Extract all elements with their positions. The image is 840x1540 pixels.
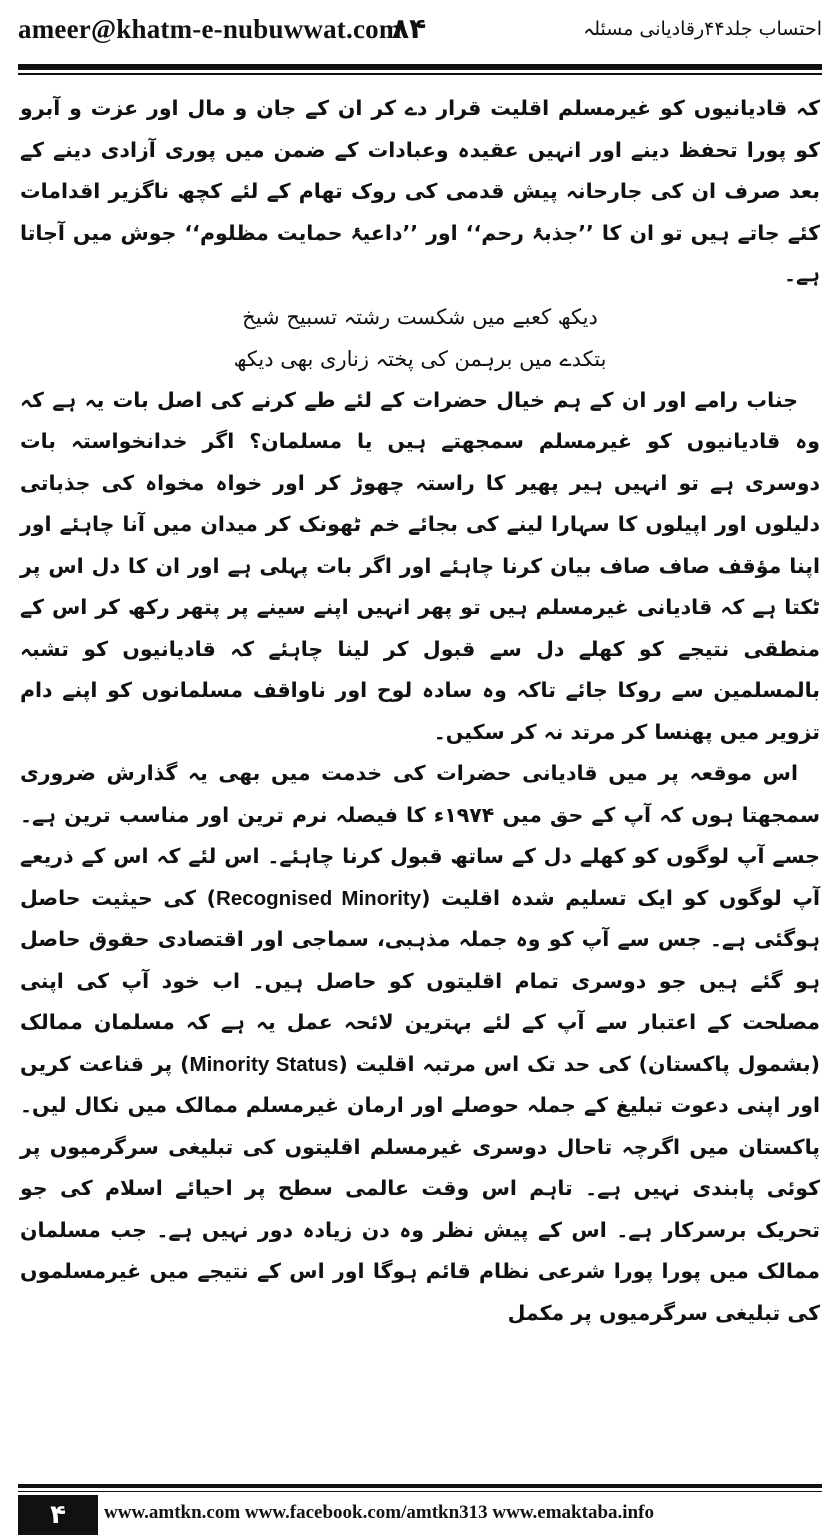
- paragraph-1: کہ قادیانیوں کو غیرمسلم اقلیت قرار دے کر ان کے جان و مال اور عزت و آبرو کو پورا تحفظ دینے اور انہیں عقیدہ وعبادات کے ضمن میں پوری آزادی دینے کے بعد صرف ان کی جارحانہ پیش قدمی کی روک تھام کے لئے کچھ ناگزیر اقدامات کئے جاتے ہیں تو ان کا ’’جذبۂ رحم‘‘ اور ’’داعیۂ حمایت مظلوم‘‘ جوش میں آجاتا ہے۔: [20, 96, 820, 286]
- footer-rule-thin: [18, 1491, 822, 1492]
- minority-status-term: Minority Status: [189, 1052, 339, 1076]
- header-rule-thin: [18, 73, 822, 75]
- header-rule-thick: [18, 64, 822, 70]
- footer-rule-thick: [18, 1484, 822, 1488]
- paragraph-3-part-3: ) پر قناعت کریں اور اپنی دعوت تبلیغ کے جملہ حوصلے اور ارمان غیرمسلم ممالک میں نکال لیں۔ پاکستان میں اگرچہ تاحال دوسری غیرمسلم اقلیتوں کی تبلیغی سرگرمیوں پر کوئی پابندی نہیں ہے۔ تاہم اس وقت عالمی سطح پر احیائے اسلام کی جو تحریک برسرکار ہے۔ اس کے پیش نظر وہ دن زیادہ دور نہیں ہے۔ جب مسلمان ممالک میں پورا پورا شرعی نظام قائم ہوگا اور اس کے نتیجے میں غیرمسلموں کی تبلیغی سرگرمیوں پر مکمل: [20, 1051, 820, 1325]
- footer-links: www.amtkn.com www.facebook.com/amtkn313 www.emaktaba.info: [104, 1502, 654, 1523]
- page-header: [0, 0, 840, 60]
- book-title: احتساب جلد۴۴رقادیانی مسئلہ: [583, 18, 822, 40]
- paragraph-2: جناب رامے اور ان کے ہم خیال حضرات کے لئے طے کرنے کی اصل بات یہ ہے کہ وہ قادیانیوں کو غیرمسلم سمجھتے ہیں یا مسلمان؟ اگر خدانخواستہ بات دوسری ہے تو انہیں ہیر پھیر کا راستہ چھوڑ کر اور خواہ مخواہ کی جذباتی دلیلوں اور اپیلوں کا سہارا لینے کی بجائے خم ٹھونک کر میدان میں آنا چاہئے اور اپنا مؤقف صاف صاف بیان کرنا چاہئے اور اگر بات پہلی ہے اور ان کا دل اس پر ٹکتا ہے کہ قادیانی غیرمسلم ہیں تو پھر انہیں اپنے سینے پر پتھر رکھ کر اس کے منطقی نتیجے کو کھلے دل سے قبول کر لینا چاہئے کہ قادیانیوں کو تشبہ بالمسلمین سے روکا جائے تاکہ وہ سادہ لوح اور ناواقف مسلمانوں کو اپنے دام تزویر میں پھنسا کر مرتد نہ کر سکیں۔: [20, 387, 820, 744]
- footer-page-badge: ۴: [18, 1495, 98, 1535]
- paragraph-3-part-1: اس موقعہ پر میں قادیانی حضرات کی خدمت میں بھی یہ گذارش ضروری سمجھتا ہوں کہ آپ کے حق میں ۱۹۷۴ء کا فیصلہ نرم ترین اور مناسب ترین ہے۔ جسے آپ لوگوں کو کھلے دل کے ساتھ قبول کرنا چاہئے۔ اس لئے کہ اس کے ذریعے آپ لوگوں کو ایک تسلیم شدہ اقلیت (: [20, 761, 820, 910]
- header-email: ameer@khatm-e-nubuwwat.com: [18, 14, 402, 44]
- paragraph-3-part-2: ) کی حیثیت حاصل ہوگئی ہے۔ جس سے آپ کو وہ جملہ مذہبی، سماجی اور اقتصادی حقوق حاصل ہو گئے ہیں جو دوسری تمام اقلیتوں کو حاصل ہیں۔ اب خود آپ کی اپنی مصلحت کے اعتبار سے آپ کے لئے بہترین لائحہ عمل یہ ہے کہ مسلمان ممالک (بشمول پاکستان) کی حد تک اس مرتبہ اقلیت (: [20, 885, 820, 1076]
- recognised-minority-term: Recognised Minority: [216, 886, 422, 910]
- body-text: [20, 88, 820, 1334]
- paragraph-3: [20, 753, 820, 1334]
- verse-line-1: دیکھ کعبے میں شکست رشتہ تسبیح شیخ: [242, 304, 598, 329]
- page-number: ۸۴: [392, 12, 427, 45]
- verse-line-2: بتکدے میں برہمن کی پختہ زناری بھی دیکھ: [233, 346, 607, 371]
